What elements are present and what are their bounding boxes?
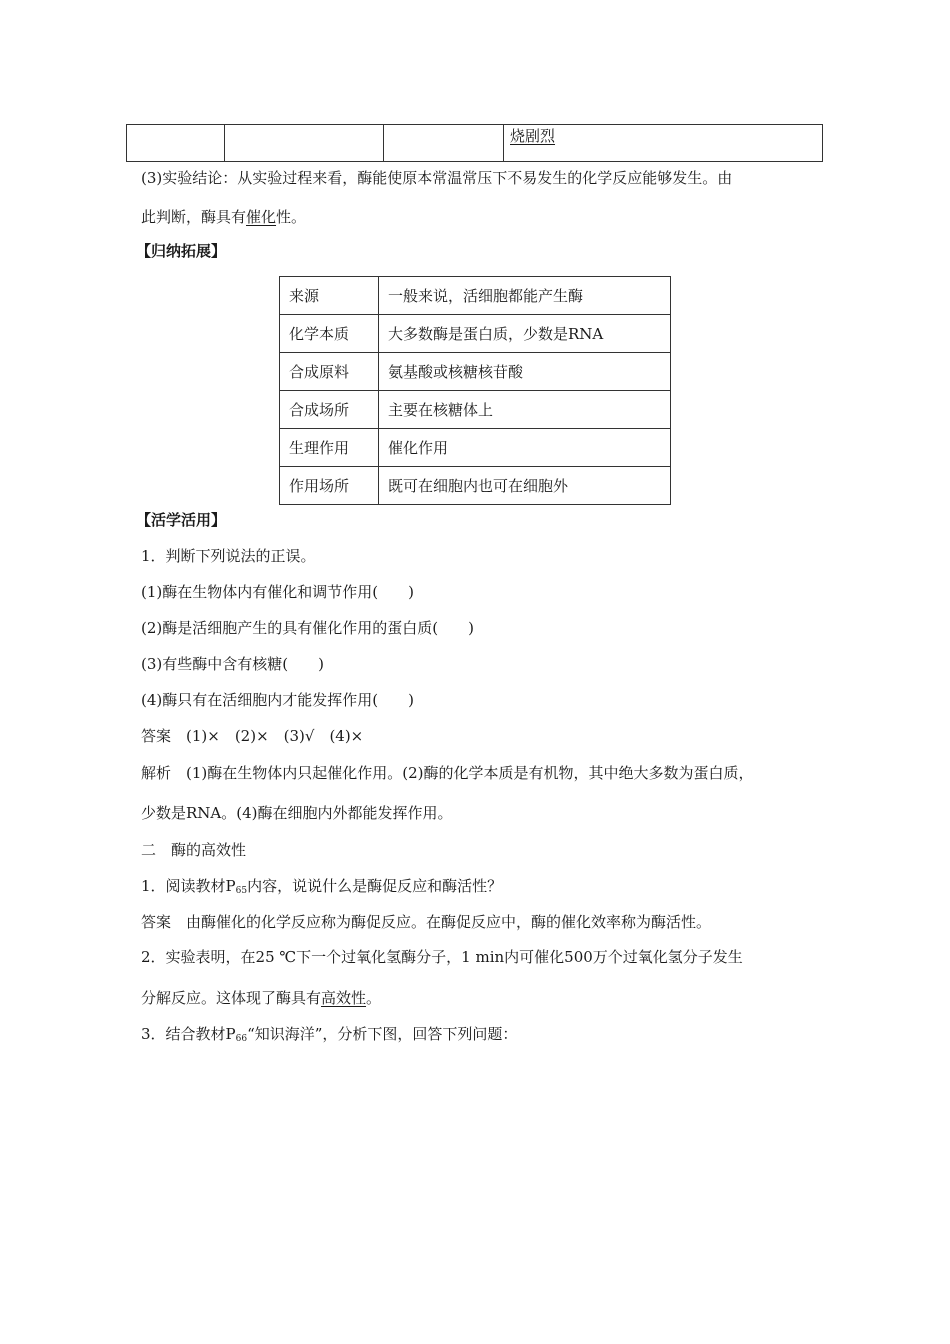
judge-item-1: (1)酶在生物体内有催化和调节作用( ) (141, 583, 414, 601)
text: 此判断，酶具有 (141, 208, 247, 226)
text: “知识海洋”，分析下图，回答下列问题： (247, 1025, 518, 1043)
row-value: 氨基酸或核糖核苷酸 (379, 353, 671, 391)
summary-table (279, 276, 671, 505)
table-cell (384, 125, 504, 162)
table-row (280, 467, 671, 505)
table-cell (504, 125, 823, 162)
analysis-line-2: 少数是RNA。(4)酶在细胞内外都能发挥作用。 (141, 804, 453, 822)
text: 。 (366, 989, 382, 1007)
conclusion-line-2 (141, 206, 306, 227)
text: 内容，说说什么是酶促反应和酶活性？ (247, 877, 503, 895)
section2-question-2-line-1: 2．实验表明，在25 ℃下一个过氧化氢酶分子，1 min内可催化500万个过氧化氢分子发生 (141, 948, 743, 966)
text: 1．阅读教材P (141, 877, 236, 895)
row-value: 主要在核糖体上 (379, 391, 671, 429)
text: 性。 (276, 208, 307, 226)
row-key: 合成场所 (280, 391, 379, 429)
row-value: 大多数酶是蛋白质，少数是RNA (379, 315, 671, 353)
table-row (280, 277, 671, 315)
table-cell (225, 125, 384, 162)
row-key: 合成原料 (280, 353, 379, 391)
section2-question-3 (141, 1023, 517, 1044)
judge-item-4: (4)酶只有在活细胞内才能发挥作用( ) (141, 691, 414, 709)
judge-item-2: (2)酶是活细胞产生的具有催化作用的蛋白质( ) (141, 619, 474, 637)
analysis-line-1: 解析 (1)酶在生物体内只起催化作用。(2)酶的化学本质是有机物，其中绝大多数为蛋白质， (141, 764, 754, 782)
text: 分解反应。这体现了酶具有 (141, 989, 322, 1007)
row-value: 一般来说，活细胞都能产生酶 (379, 277, 671, 315)
answer: 答案 (1)× (2)× (3)√ (4)× (141, 727, 364, 745)
row-key: 化学本质 (280, 315, 379, 353)
page-subscript: 66 (235, 1034, 248, 1044)
row-key: 生理作用 (280, 429, 379, 467)
summary-heading: 【归纳拓展】 (136, 242, 227, 260)
table-row (280, 353, 671, 391)
section2-answer-1: 答案 由酶催化的化学反应称为酶促反应。在酶促反应中，酶的催化效率称为酶活性。 (141, 913, 712, 931)
conclusion-line-1: (3)实验结论：从实验过程来看，酶能使原本常温常压下不易发生的化学反应能够发生。由 (141, 169, 733, 187)
row-value: 催化作用 (379, 429, 671, 467)
table-row (280, 429, 671, 467)
table-row (280, 391, 671, 429)
text: 3．结合教材P (141, 1025, 236, 1043)
section2-question-2-line-2 (141, 987, 381, 1008)
question-1: 1．判断下列说法的正误。 (141, 547, 316, 565)
page-subscript: 65 (235, 886, 248, 896)
underlined-answer: 催化 (246, 208, 277, 226)
row-key: 来源 (280, 277, 379, 315)
table-cell (127, 125, 225, 162)
judge-item-3: (3)有些酶中含有核糖( ) (141, 655, 324, 673)
row-value: 既可在细胞内也可在细胞外 (379, 467, 671, 505)
table-row (280, 315, 671, 353)
section2-question-1 (141, 875, 502, 896)
underlined-answer: 烧剧烈 (510, 127, 556, 145)
continuation-table (126, 124, 823, 162)
practice-heading: 【活学活用】 (136, 511, 227, 529)
underlined-answer: 高效性 (321, 989, 367, 1007)
row-key: 作用场所 (280, 467, 379, 505)
section-title: 二 酶的高效性 (141, 841, 247, 859)
